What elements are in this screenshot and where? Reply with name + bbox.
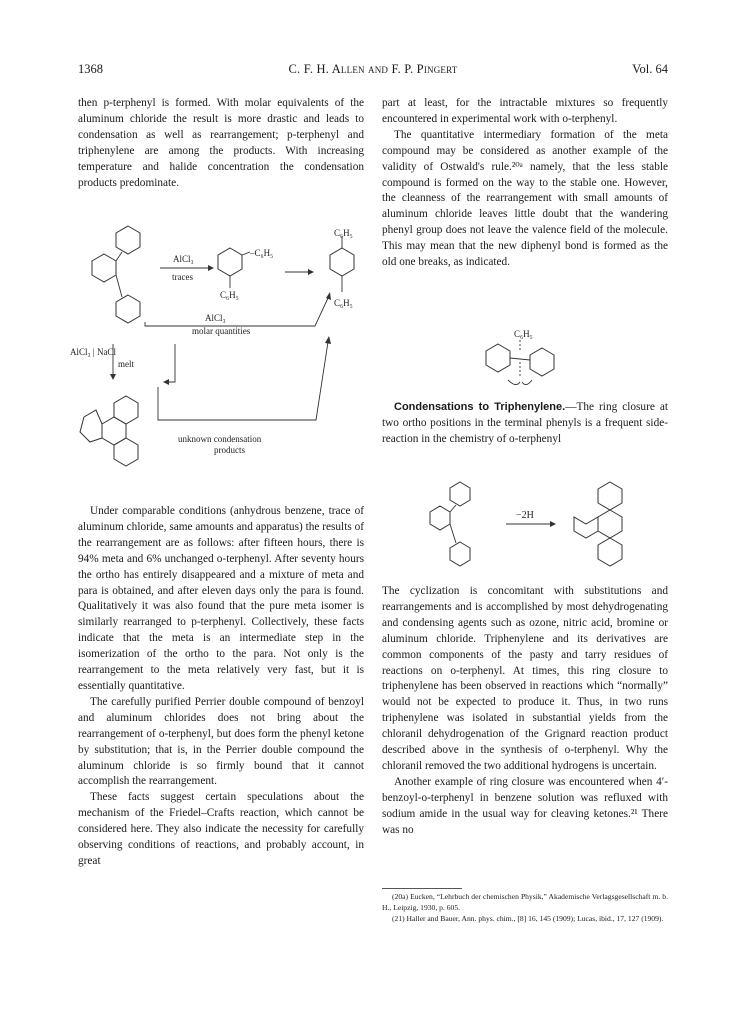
meta-substituent-bottom: C₆H₅ (220, 290, 239, 300)
footnote: (21) Haller and Bauer, Ann. phys. chim., [8] 16, 145 (1909); Lucas, ibid., 17, 127 (1909). (392, 914, 664, 923)
arrowhead (308, 269, 314, 275)
volume-label: Vol. 64 (632, 62, 668, 76)
page-header (78, 62, 668, 82)
right-column-body (382, 584, 668, 839)
minus-2h-label: −2H (516, 510, 534, 521)
footnotes (382, 888, 668, 924)
p-terphenyl-structure (330, 236, 354, 292)
bond-migration-scheme (480, 328, 590, 392)
arrow-to-condensation (158, 342, 328, 420)
arrowhead (110, 374, 116, 380)
meta-substituent-right: –C₆H₅ (250, 248, 274, 258)
unknown-products-label-2: products (214, 445, 245, 455)
arrowhead (326, 292, 331, 300)
paragraph: The quantitative intermediary formation of the meta compound may be considered as another example of the validity of Ostwald's rule.²⁰ᵃ namely, that the less stable compound is formed on the way to the stable one. However, the cleanness of the rearrangement with small amounts of aluminum chloride leaves little doubt that the wandering phenyl group does not leave the valence field of the molecule. This may mean that the new diphenyl bond is formed as the old one breaks, as indicated. (382, 128, 668, 269)
page-number: 1368 (78, 62, 103, 76)
reagent-left-note: melt (118, 359, 134, 369)
paragraph: Under comparable conditions (anhydrous benzene, trace of aluminum chloride, same amounts and apparatus) the results of the rearrangement are as follows: after fifteen hours, there is 94% meta and 6% unchanged o-terphenyl. After seventy hours the ortho has entirely disappeared and a mixture of meta and para is obtained, and after eleven days only the para is found. Qualitatively it was also found that the pure meta isomer is similarly rearranged to p-terphenyl. Collectively, these facts indicate that the meta is an intermediate step in the isomerization of the ortho to the para. Not only is the rearrangement to the meta relatively very fast, but it is essentially quantitative. (78, 505, 364, 692)
arrow-molar (145, 298, 328, 326)
running-title: C. F. H. Allen and F. P. Pingert (288, 62, 458, 76)
unknown-products-label-1: unknown condensation (178, 434, 262, 444)
paragraph: part at least, for the intractable mixtures so frequently encountered in experimental work with o-terphenyl. (382, 97, 668, 125)
left-column-body (78, 504, 364, 870)
arrowhead (325, 336, 331, 344)
paragraph: Another example of ring closure was encountered when 4′-benzoyl-o-terphenyl in benzene solution was refluxed with sodium amide in the usual way for cleaving ketones.²¹ There was no (382, 775, 668, 836)
arrow-bracket (169, 344, 175, 382)
cyclization-scheme (410, 476, 660, 582)
section-heading: Condensations to Triphenylene. (394, 401, 566, 413)
phenyl-label: C₆H₅ (514, 329, 533, 339)
footnote: (20a) Eucken, “Lehrbuch der chemischen Physik,” Akademische Verlagsgesellschaft m. b. H., Leipzig, 1930, p. 605. (382, 892, 668, 912)
paragraph: These facts suggest certain speculations about the mechanism of the Friedel–Crafts reaction, which cannot be considered here. They also indicate the necessity for carefully observing conditions of reactions, and probably account, in great (78, 791, 364, 867)
reagent-mid: AlCl₃ (205, 313, 226, 323)
paragraph: The cyclization is concomitant with substitutions and rearrangements and is accomplished by most dehydrogenating and condensing agents such as ozone, nitric acid, bromine or aluminum chloride. Triphenylene and its derivatives are common components of the pasty and tarry residues of reactions on o-terphenyl. At times, this ring closure to triphenylene has been observed in reactions which “normally” would not be expected to produce it. Thus, in two runs triphenylene was isolated in substantial yields from the chloranil dehydrogenation of the Grignard reaction product described above in the synthesis of o-terphenyl. Why the chloranil removed the two additional hydrogens is uncertain. (382, 585, 668, 772)
rearrangement-scheme (70, 212, 370, 492)
right-column-section (382, 400, 668, 448)
paragraph: then p-terphenyl is formed. With molar equivalents of the aluminum chloride the result is more drastic and leads to condensation as well as rearrangement; p-terphenyl and triphenylene are among the products. With increasing temperature and halide concentration the condensation products predominate. (78, 97, 364, 189)
right-column-top (382, 96, 668, 271)
para-substituent-bottom: C₆H₅ (334, 298, 353, 308)
o-terphenyl-structure (92, 226, 140, 323)
arrowhead (208, 265, 214, 271)
reagent-mid-note: molar quantities (192, 326, 251, 336)
meta-terphenyl-structure (218, 248, 250, 288)
reagent-top-note: traces (172, 272, 193, 282)
arrowhead (163, 379, 169, 385)
section-text: —The ring closure at two ortho positions in the terminal phenyls is a frequent side-reaction in the chemistry of o-terphenyl (382, 401, 668, 445)
o-terphenyl-small (430, 482, 470, 566)
triphenylene-structure (80, 396, 138, 466)
arrowhead (550, 521, 556, 527)
reagent-left: AlCl₃ | NaCl (70, 347, 116, 357)
triphenylene-small (574, 482, 622, 566)
reagent-top: AlCl₃ (173, 254, 194, 264)
left-column-top (78, 96, 364, 191)
paragraph: The carefully purified Perrier double compound of benzoyl and aluminum chlorides does not bring about the rearrangement of o-terphenyl, but does form the phenyl ketone by substitution; that is, in the Perrier double compound the aluminum chloride is so firmly bound that it cannot accomplish the rearrangement. (78, 695, 364, 788)
para-substituent-top: C₆H₅ (334, 228, 353, 238)
footnote-rule (382, 888, 462, 889)
